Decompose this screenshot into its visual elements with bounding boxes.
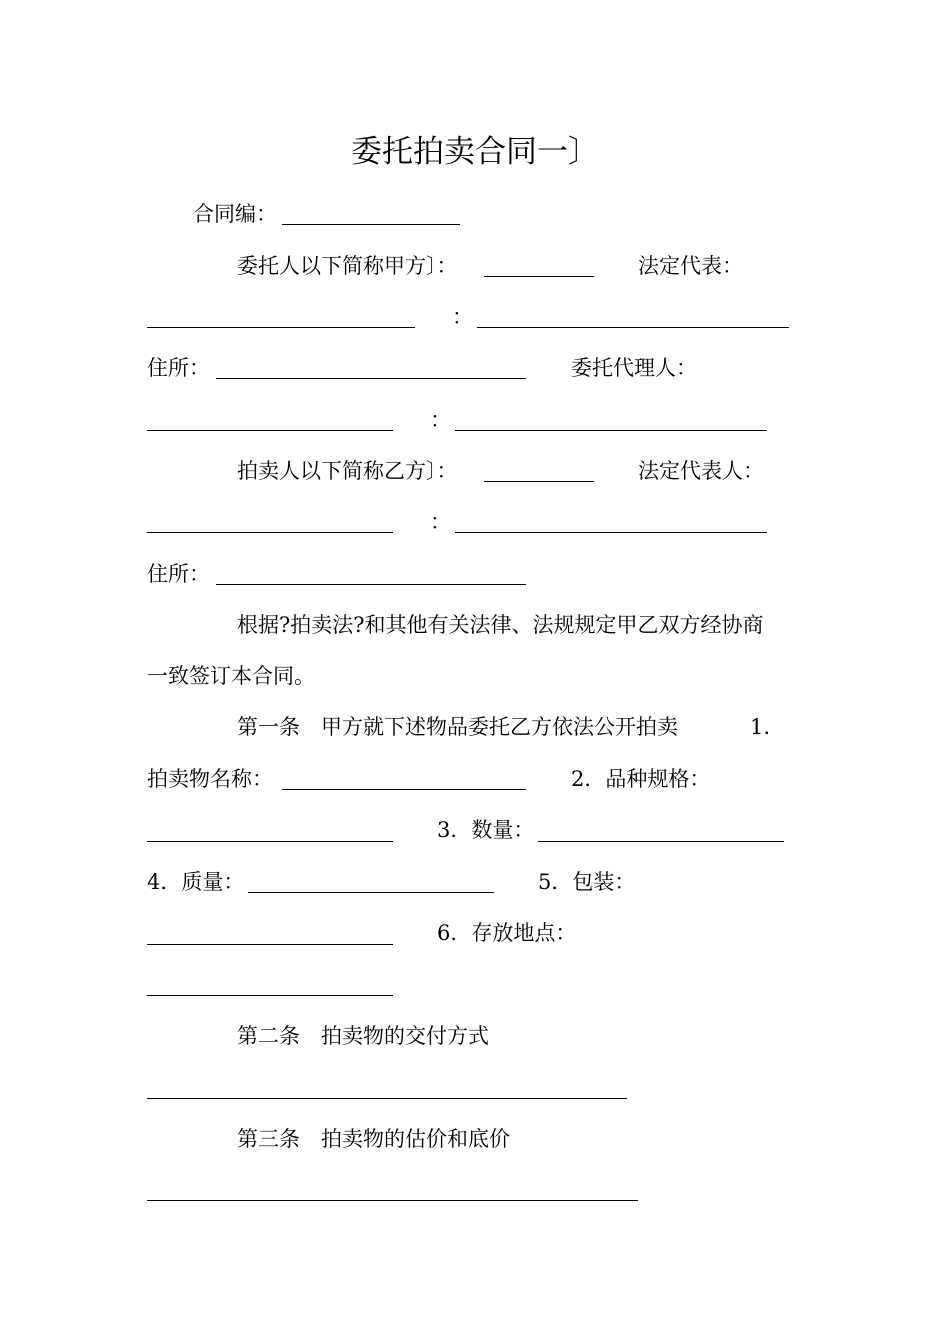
article-1-heading: 第一条 甲方就下述物品委托乙方依法公开拍卖: [237, 715, 678, 739]
legal-rep-blank[interactable]: [147, 327, 415, 328]
address-b-label: 住所：: [147, 562, 210, 586]
item-6-label: 6．存放地点：: [437, 921, 577, 945]
party-b-contact-blank[interactable]: [455, 532, 767, 533]
item-5-label: 5．包装：: [538, 870, 636, 894]
party-a-label: 委托人以下简称甲方〕：: [237, 254, 458, 278]
contract-no-blank[interactable]: [282, 224, 460, 225]
address-b-blank[interactable]: [216, 584, 526, 585]
contract-no-label: 合同编：: [193, 202, 277, 226]
item-6-blank[interactable]: [147, 995, 393, 996]
item-2-blank[interactable]: [147, 841, 393, 842]
contact-blank[interactable]: [477, 327, 789, 328]
agent-blank[interactable]: [147, 430, 393, 431]
agent-label: 委托代理人：: [571, 356, 697, 380]
colon-label: ：: [430, 408, 451, 432]
colon-label: ：: [452, 305, 473, 329]
article-3-blank[interactable]: [147, 1200, 638, 1201]
item-5-blank[interactable]: [147, 944, 393, 945]
party-a-blank[interactable]: [484, 276, 594, 277]
colon-label: ：: [430, 510, 451, 534]
item-4-label: 4．质量：: [147, 870, 245, 894]
legal-rep-label: 法定代表：: [638, 254, 743, 278]
address-a-blank[interactable]: [216, 378, 526, 379]
article-3-heading: 第三条 拍卖物的估价和底价: [237, 1127, 510, 1151]
item-2-label: 2．品种规格：: [571, 767, 711, 791]
item-3-label: 3．数量：: [437, 818, 535, 842]
document-title: 委托拍卖合同一〕: [351, 134, 599, 170]
intro-paragraph-line2: 一致签订本合同。: [147, 664, 315, 688]
item-1-blank[interactable]: [282, 789, 526, 790]
party-b-label: 拍卖人以下简称乙方〕：: [237, 459, 458, 483]
intro-paragraph-line1: 根据?拍卖法?和其他有关法律、法规规定甲乙双方经协商: [237, 613, 764, 637]
article-2-blank[interactable]: [147, 1098, 627, 1099]
item-3-blank[interactable]: [538, 841, 784, 842]
address-a-label: 住所：: [147, 356, 210, 380]
legal-rep-b-blank[interactable]: [147, 532, 393, 533]
item-1-number: 1.: [750, 715, 771, 739]
party-b-blank[interactable]: [484, 481, 594, 482]
legal-rep-b-label: 法定代表人：: [638, 459, 764, 483]
item-4-blank[interactable]: [248, 892, 494, 893]
article-2-heading: 第二条 拍卖物的交付方式: [237, 1024, 489, 1048]
item-1-label: 拍卖物名称：: [147, 767, 273, 791]
agent-contact-blank[interactable]: [455, 430, 767, 431]
